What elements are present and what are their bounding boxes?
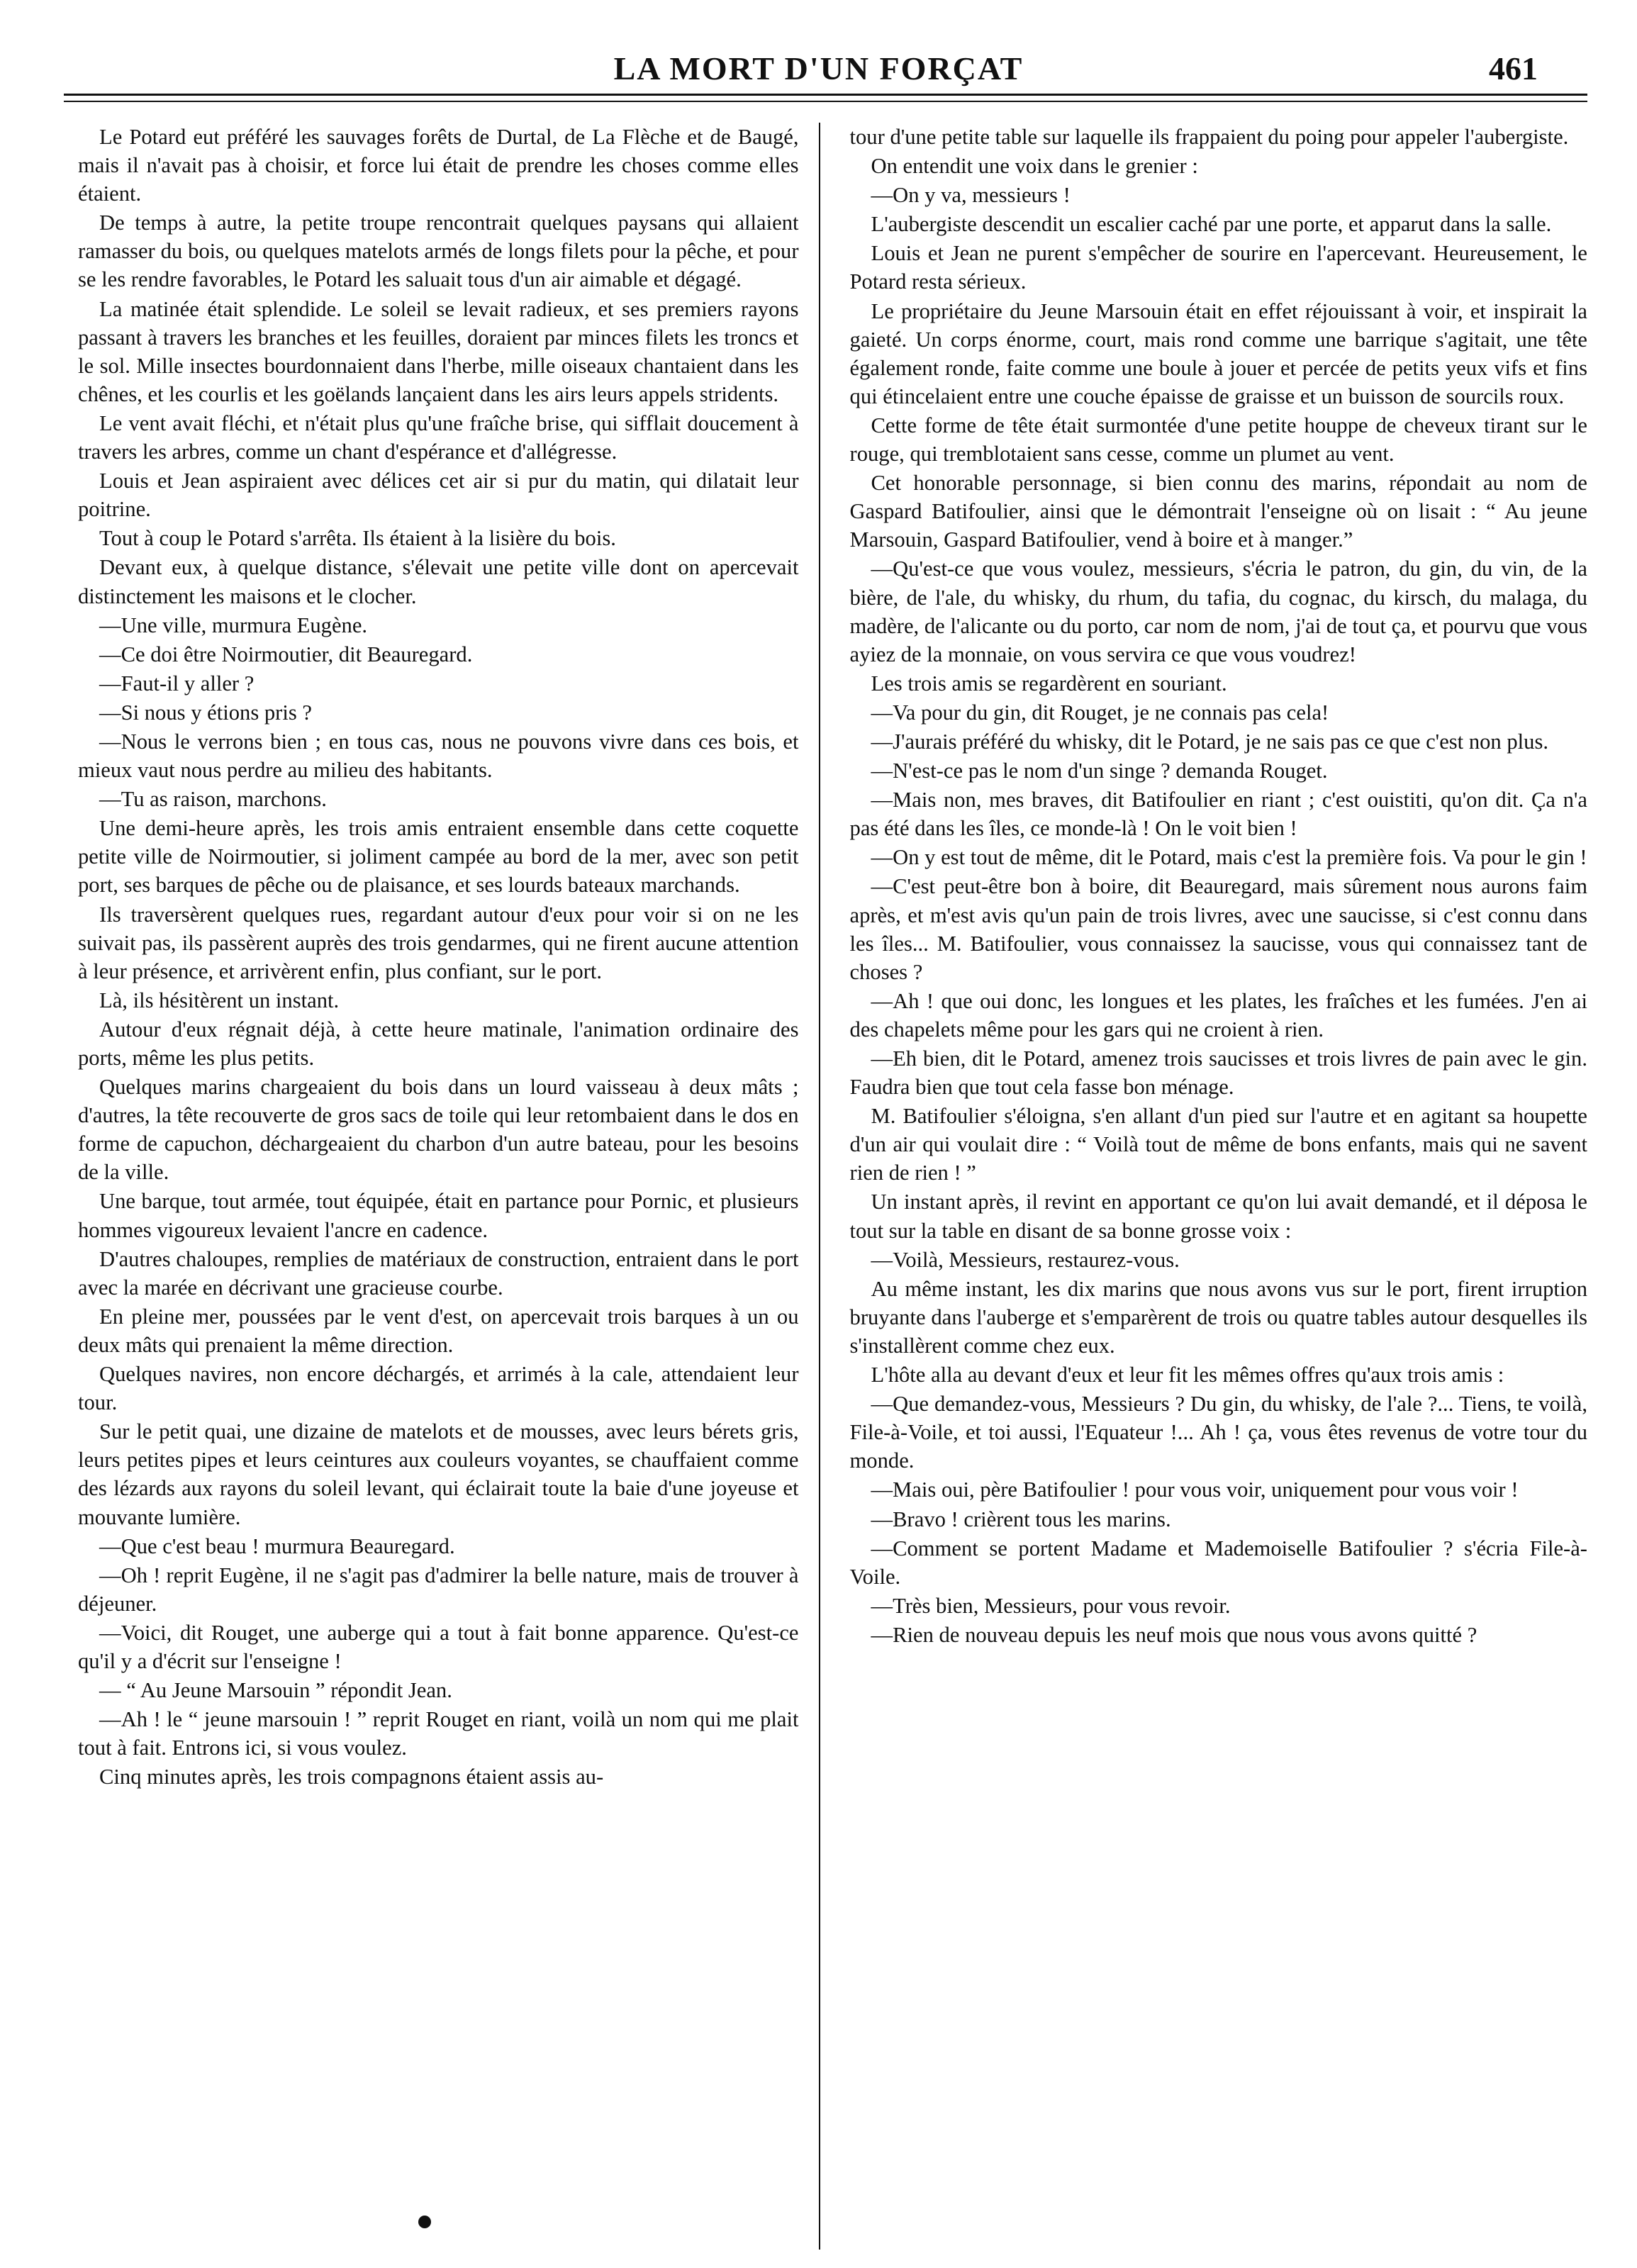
paragraph: —Bravo ! crièrent tous les marins. xyxy=(871,1507,1171,1531)
paragraph: —Voici, dit Rouget, une auberge qui a tout à fait bonne apparence. Qu'est-ce qu'il y a d'écrit sur l'enseigne ! xyxy=(78,1620,799,1673)
paragraph: —On y est tout de même, dit le Potard, mais c'est la première fois. Va pour le gin ! xyxy=(871,845,1587,870)
paragraph: —Que demandez-vous, Messieurs ? Du gin, du whisky, de l'ale ?... Tiens, te voilà, File-à-Voile, et toi aussi, l'Equateur !... Ah ! ça, vous êtes revenus de votre tour du monde. xyxy=(849,1392,1587,1473)
paragraph: —Qu'est-ce que vous voulez, messieurs, s'écria le patron, du gin, du vin, de la bière, de l'ale, du whisky, du rhum, du tafia, du cognac, du kirsch, du malaga, du madère, de l'alicante ou du porto, car nom de nom, j'ai de tout ça, et pourvu que vous ayiez de la monnaie, on vous servira ce que vous voudrez! xyxy=(849,557,1587,666)
paragraph: — “ Au Jeune Marsouin ” répondit Jean. xyxy=(99,1678,452,1703)
paragraph: —Comment se portent Madame et Mademoiselle Batifoulier ? s'écria File-à-Voile. xyxy=(849,1536,1587,1589)
paragraph: —N'est-ce pas le nom d'un singe ? demanda Rouget. xyxy=(871,759,1328,783)
paragraph: Devant eux, à quelque distance, s'élevait une petite ville dont on apercevait distinctement les maisons et le clocher. xyxy=(78,555,799,608)
header-rule-thin xyxy=(64,101,1587,102)
paragraph: Un instant après, il revint en apportant ce qu'on lui avait demandé, et il déposa le tout sur la table en disant de sa bonne grosse voix : xyxy=(849,1190,1587,1243)
paragraph: —Mais non, mes braves, dit Batifoulier en riant ; c'est ouistiti, qu'on dit. Ça n'a pas été dans les îles, ce monde-là ! On le voit bien ! xyxy=(849,788,1587,841)
header-rule xyxy=(64,94,1587,96)
paragraph: —On y va, messieurs ! xyxy=(871,183,1071,208)
paragraph: —Ah ! que oui donc, les longues et les plates, les fraîches et les fumées. J'en ai des chapelets même pour les gars qui ne croient à rien. xyxy=(849,988,1587,1041)
paragraph: Cinq minutes après, les trois compagnons étaient assis au- xyxy=(99,1765,604,1789)
paragraph: Cet honorable personnage, si bien connu des marins, répondait au nom de Gaspard Batifoulier, ainsi que le démontrait l'enseigne où on lisait : “ Au jeune Marsouin, Gaspard Batifoulier, vend à boire et à manger.” xyxy=(849,471,1587,552)
footer-ornament xyxy=(418,2216,431,2228)
paragraph: On entendit une voix dans le grenier : xyxy=(871,154,1198,179)
paragraph: —Si nous y étions pris ? xyxy=(99,700,312,725)
paragraph: —Oh ! reprit Eugène, il ne s'agit pas d'admirer la belle nature, mais de trouver à déjeuner. xyxy=(78,1563,799,1616)
paragraph: Tout à coup le Potard s'arrêta. Ils étaient à la lisière du bois. xyxy=(99,526,616,551)
paragraph: De temps à autre, la petite troupe rencontrait quelques paysans qui allaient ramasser du bois, ou quelques matelots armés de longs filets pour la pêche, et pour se les rendre favorables, le Potard les saluait tous d'un air aimable et dégagé. xyxy=(78,211,799,292)
paragraph: Une demi-heure après, les trois amis entraient ensemble dans cette coquette petite ville de Noirmoutier, si joliment campée au bord de la mer, avec son petit port, ses barques de pêche ou de plaisance, et ses lourds bateaux marchands. xyxy=(78,816,799,898)
paragraph: Louis et Jean aspiraient avec délices cet air si pur du matin, qui dilatait leur poitrine. xyxy=(78,469,799,522)
column-divider xyxy=(819,123,820,2250)
running-title: LA MORT D'UN FORÇAT xyxy=(613,50,1024,86)
paragraph: Là, ils hésitèrent un instant. xyxy=(99,988,340,1012)
paragraph: En pleine mer, poussées par le vent d'est, on apercevait trois barques à un ou deux mâts qui prenaient la même direction. xyxy=(78,1304,799,1357)
right-column xyxy=(830,123,1587,2250)
paragraph: Louis et Jean ne purent s'empêcher de sourire en l'apercevant. Heureusement, le Potard resta sérieux. xyxy=(849,241,1587,294)
paragraph: —Nous le verrons bien ; en tous cas, nous ne pouvons vivre dans ces bois, et mieux vaut nous perdre au milieu des habitants. xyxy=(78,729,799,783)
paragraph: Quelques navires, non encore déchargés, et arrimés à la cale, attendaient leur tour. xyxy=(78,1362,799,1415)
paragraph: tour d'une petite table sur laquelle ils frappaient du poing pour appeler l'aubergiste. xyxy=(849,125,1569,149)
paragraph: —Voilà, Messieurs, restaurez-vous. xyxy=(871,1247,1180,1272)
paragraph: Au même instant, les dix marins que nous avons vus sur le port, firent irruption bruyante dans l'auberge et s'emparèrent de trois ou quatre tables autour desquelles ils s'installèrent comme chez eux. xyxy=(849,1276,1587,1358)
paragraph: Une barque, tout armée, tout équipée, était en partance pour Pornic, et plusieurs hommes vigoureux levaient l'ancre en cadence. xyxy=(78,1189,799,1242)
left-column xyxy=(50,123,808,2250)
paragraph: —Tu as raison, marchons. xyxy=(99,787,327,812)
paragraph: Le propriétaire du Jeune Marsouin était en effet réjouissant à voir, et inspirait la gaieté. Un corps énorme, court, mais rond comme une barrique s'agitait, une tête également ronde, faite comme une boule à jouer et percée de petits yeux vifs et fins qui étincelaient entre une couche épaisse de graisse et un buisson de sourcils roux. xyxy=(849,298,1587,408)
paragraph: La matinée était splendide. Le soleil se levait radieux, et ses premiers rayons passant à travers les branches et les feuilles, doraient par minces filets les troncs et le sol. Mille insectes bourdonnaient dans l'herbe, mille oiseaux chantaient dans les chênes, et les courlis et les goëlands lançaient dans les airs leurs appels stridents. xyxy=(78,296,799,406)
page-header xyxy=(50,28,1587,96)
paragraph: —Une ville, murmura Eugène. xyxy=(99,613,368,637)
paragraph: —J'aurais préféré du whisky, dit le Potard, je ne sais pas ce que c'est non plus. xyxy=(871,729,1549,754)
paragraph: L'aubergiste descendit un escalier caché par une porte, et apparut dans la salle. xyxy=(871,212,1552,237)
paragraph: Sur le petit quai, une dizaine de matelots et de mousses, avec leurs bérets gris, leurs petites pipes et leurs ceintures aux couleurs voyantes, se chauffaient comme des lézards aux rayons du soleil levant, qui éclairait toute la baie d'une joyeuse et mouvante lumière. xyxy=(78,1419,799,1529)
page-number: 461 xyxy=(1489,50,1538,86)
paragraph: —C'est peut-être bon à boire, dit Beauregard, mais sûrement nous aurons faim après, et m'est avis qu'un pain de trois livres, avec une saucisse, si c'est connu dans les îles... M. Batifoulier, vous connaissez la saucisse, vous qui connaissez tant de choses ? xyxy=(849,874,1587,984)
paragraph: —Faut-il y aller ? xyxy=(99,671,255,696)
paragraph: Quelques marins chargeaient du bois dans un lourd vaisseau à deux mâts ; d'autres, la tête recouverte de gros sacs de toile qui leur retombaient dans le dos en forme de capuchon, déchargeaient du charbon d'un autre bateau, pour les besoins de la ville. xyxy=(78,1075,799,1185)
paragraph: —Très bien, Messieurs, pour vous revoir. xyxy=(871,1593,1231,1618)
paragraph: —Ah ! le “ jeune marsouin ! ” reprit Rouget en riant, voilà un nom qui me plait tout à fait. Entrons ici, si vous voulez. xyxy=(78,1707,799,1760)
paragraph: D'autres chaloupes, remplies de matériaux de construction, entraient dans le port avec la marée en décrivant une gracieuse courbe. xyxy=(78,1246,799,1300)
paragraph: —Ce doi être Noirmoutier, dit Beauregard. xyxy=(99,642,473,666)
paragraph: —Mais oui, père Batifoulier ! pour vous voir, uniquement pour vous voir ! xyxy=(871,1477,1519,1502)
paragraph: Le Potard eut préféré les sauvages forêts de Durtal, de La Flèche et de Baugé, mais il n'avait pas à choisir, et force lui était de prendre les choses comme elles étaient. xyxy=(78,125,799,206)
paragraph: —Que c'est beau ! murmura Beauregard. xyxy=(99,1534,455,1558)
paragraph: —Eh bien, dit le Potard, amenez trois saucisses et trois livres de pain avec le gin. Faudra bien que tout cela fasse bon ménage. xyxy=(849,1046,1587,1100)
paragraph: Le vent avait fléchi, et n'était plus qu'une fraîche brise, qui sifflait doucement à travers les arbres, comme un chant d'espérance et d'allégresse. xyxy=(78,410,799,464)
paragraph: M. Batifoulier s'éloigna, s'en allant d'un pied sur l'autre et en agitant sa houpette d'un air qui voulait dire : “ Voilà tout de même de bons enfants, mais qui ne savent rien de rien ! ” xyxy=(849,1104,1587,1185)
paragraph: L'hôte alla au devant d'eux et leur fit les mêmes offres qu'aux trois amis : xyxy=(871,1363,1504,1387)
paragraph: Autour d'eux régnait déjà, à cette heure matinale, l'animation ordinaire des ports, même les plus petits. xyxy=(78,1017,799,1070)
paragraph: Les trois amis se regardèrent en souriant. xyxy=(871,671,1227,696)
paragraph: Cette forme de tête était surmontée d'une petite houppe de cheveux tirant sur le rouge, qui tremblotaient sans cesse, comme un plumet au vent. xyxy=(849,413,1587,467)
paragraph: —Va pour du gin, dit Rouget, je ne connais pas cela! xyxy=(871,700,1329,725)
paragraph: Ils traversèrent quelques rues, regardant autour d'eux pour voir si on ne les suivait pas, ils passèrent auprès des trois gendarmes, qui ne firent aucune attention à leur présence, et arrivèrent enfin, plus confiant, sur le port. xyxy=(78,902,799,983)
paragraph: —Rien de nouveau depuis les neuf mois que nous vous avons quitté ? xyxy=(871,1622,1477,1647)
two-column-body xyxy=(50,123,1587,2250)
